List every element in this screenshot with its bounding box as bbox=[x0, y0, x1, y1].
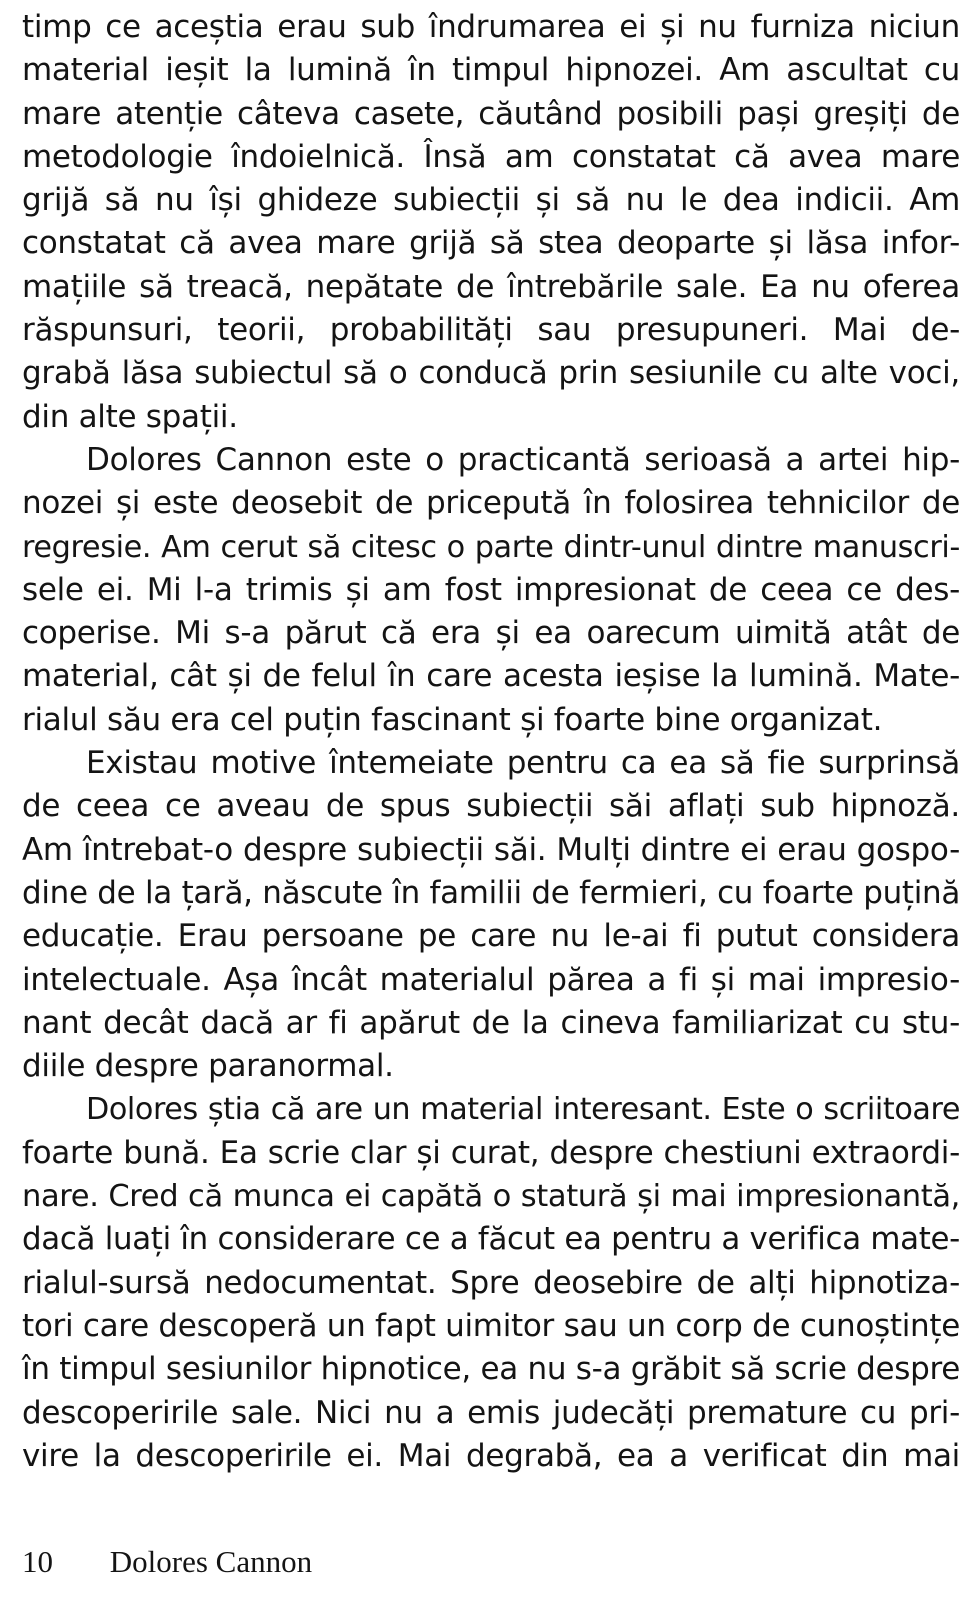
text-line: de ceea ce aveau de spus subiecții săi aflați sub hipnoză. bbox=[22, 788, 960, 825]
paragraph bbox=[22, 742, 960, 1088]
text-line: Dolores știa că are un material interesant. Este o scriitoare bbox=[86, 1092, 960, 1128]
text-line: rialul său era cel puțin fascinant și foarte bine organizat. bbox=[22, 701, 883, 738]
text-line: regresie. Am cerut să citesc o parte dintr-unul dintre manuscri- bbox=[22, 529, 960, 565]
paragraph bbox=[22, 439, 960, 742]
text-line: nozei și este deosebit de pricepută în folosirea tehnicilor de bbox=[22, 485, 960, 522]
text-line: Existau motive întemeiate pentru ca ea să fie surprinsă bbox=[86, 745, 960, 782]
text-line: vire la descoperirile ei. Mai degrabă, ea a verificat din mai bbox=[22, 1437, 960, 1474]
text-line: intelectuale. Așa încât materialul părea a fi și mai impresio- bbox=[22, 961, 960, 998]
text-line: foarte bună. Ea scrie clar și curat, despre chestiuni extraordi- bbox=[22, 1134, 960, 1171]
text-line: tori care descoperă un fapt uimitor sau un corp de cunoștințe bbox=[22, 1307, 960, 1344]
text-line: coperise. Mi s-a părut că era și ea oarecum uimită atât de bbox=[22, 615, 960, 652]
text-line: grijă să nu își ghideze subiecții și să nu le dea indicii. Am bbox=[22, 182, 960, 219]
text-line: mare atenție câteva casete, căutând posibili pași greșiți de bbox=[22, 95, 960, 132]
page-footer bbox=[22, 1542, 312, 1582]
paragraph bbox=[22, 6, 960, 439]
text-line: constatat că avea mare grijă să stea deoparte și lăsa infor- bbox=[22, 225, 960, 262]
text-line: Dolores Cannon este o practicantă serioasă a artei hip- bbox=[86, 441, 960, 478]
body-text bbox=[22, 6, 960, 1478]
text-line: Am întrebat-o despre subiecții săi. Mulți dintre ei erau gospo- bbox=[22, 831, 960, 868]
text-line: material ieșit la lumină în timpul hipnozei. Am ascultat cu bbox=[22, 52, 960, 89]
text-line: diile despre paranormal. bbox=[22, 1048, 394, 1085]
text-line: dine de la țară, născute în familii de fermieri, cu foarte puțină bbox=[22, 874, 960, 911]
page-body bbox=[22, 6, 960, 1478]
text-line: răspunsuri, teorii, probabilități sau presupuneri. Mai de- bbox=[22, 312, 960, 349]
text-line: nare. Cred că munca ei capătă o statură și mai impresionantă, bbox=[22, 1179, 960, 1215]
text-line: nant decât dacă ar fi apărut de la cineva familiarizat cu stu- bbox=[22, 1004, 960, 1041]
text-line: în timpul sesiunilor hipnotice, ea nu s-a grăbit să scrie despre bbox=[22, 1351, 961, 1388]
text-line: mațiile să treacă, nepătate de întrebările sale. Ea nu oferea bbox=[22, 268, 960, 305]
text-line: descoperirile sale. Nici nu a emis judecăți premature cu pri- bbox=[22, 1394, 960, 1431]
text-line: sele ei. Mi l-a trimis și am fost impresionat de ceea ce des- bbox=[22, 571, 960, 608]
page-number: 10 bbox=[22, 1544, 53, 1579]
paragraph bbox=[22, 1088, 960, 1478]
text-line: grabă lăsa subiectul să o conducă prin sesiunile cu alte voci, bbox=[22, 355, 960, 392]
text-line: metodologie îndoielnică. Însă am constatat că avea mare bbox=[22, 138, 960, 175]
text-line: material, cât și de felul în care acesta ieșise la lumină. Mate- bbox=[22, 658, 960, 695]
text-line: timp ce aceștia erau sub îndrumarea ei și nu furniza niciun bbox=[22, 9, 960, 45]
text-line: rialul-sursă nedocumentat. Spre deosebire de alți hipnotiza- bbox=[22, 1264, 960, 1301]
running-head: Dolores Cannon bbox=[109, 1544, 313, 1579]
text-line: dacă luați în considerare ce a făcut ea pentru a verifica mate- bbox=[22, 1221, 960, 1258]
text-line: din alte spații. bbox=[22, 398, 238, 435]
text-line: educație. Erau persoane pe care nu le-ai fi putut considera bbox=[22, 918, 960, 955]
